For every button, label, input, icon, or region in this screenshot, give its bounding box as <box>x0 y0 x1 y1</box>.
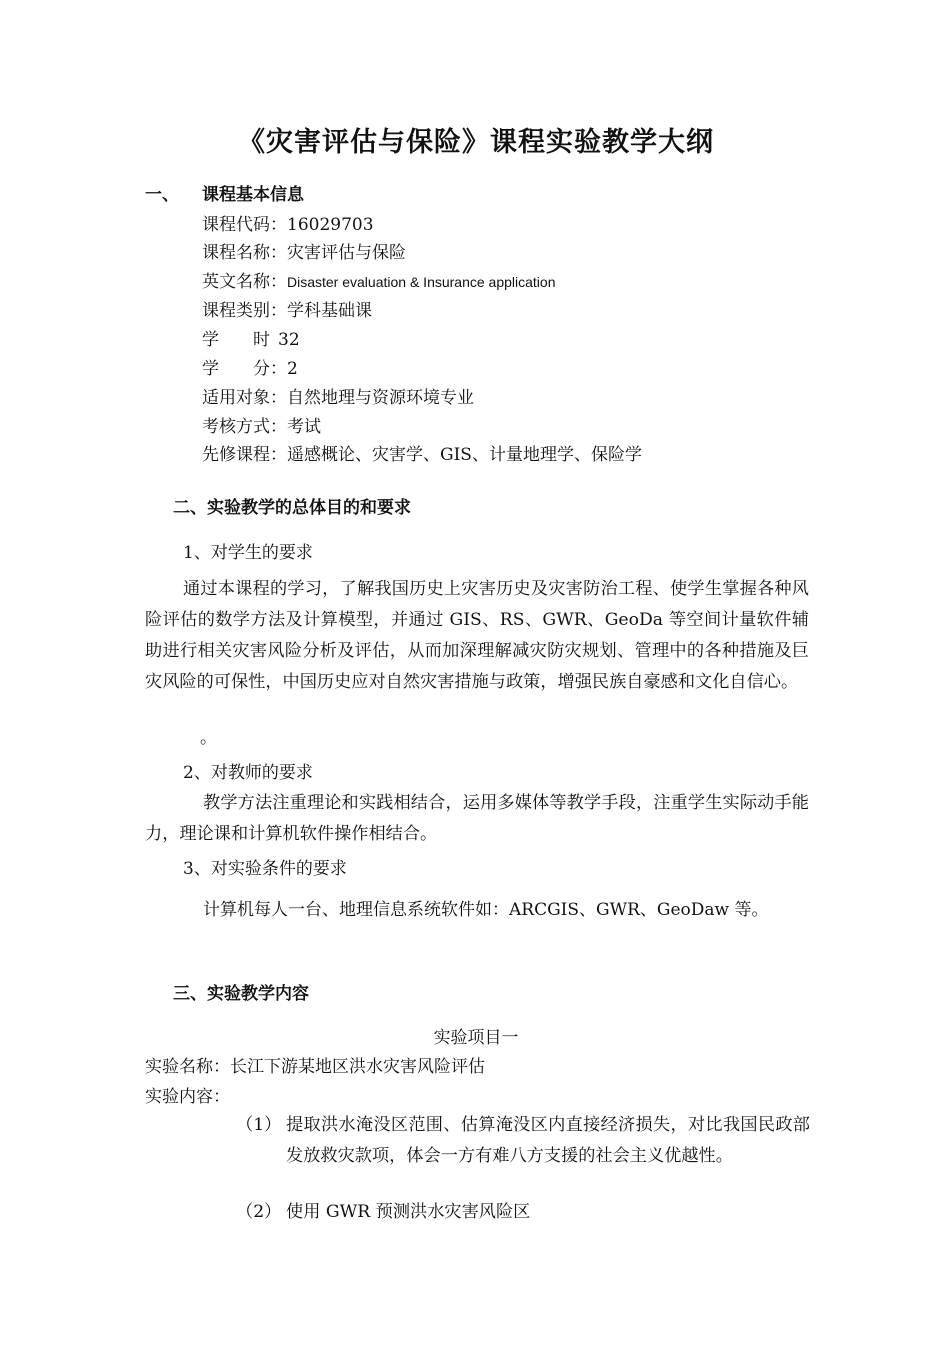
info-value: 32 <box>278 330 300 350</box>
info-value: Disaster evaluation & Insurance application <box>287 274 556 290</box>
info-label: 考核方式： <box>202 417 287 437</box>
paragraph-teacher-requirements: 教学方法注重理论和实践相结合，运用多媒体等教学手段，注重学生实际动手能力，理论课和计算机软件操作相结合。 <box>145 793 809 844</box>
info-row-english-name <box>202 267 556 292</box>
info-value: 灾害评估与保险 <box>287 243 406 263</box>
paragraph-student-requirements: 通过本课程的学习，了解我国历史上灾害历史及灾害防治工程、使学生掌握各种风险评估的数学方法及计算模型，并通过 GIS、RS、GWR、GeoDa 等空间计量软件辅助进行相关灾害风险分析及评估，从而加深理解减灾防灾规划、管理中的各种措施及巨灾风险的可保性，中国历史应对自然灾害措施与政策，增强民族自豪感和文化自信心。 <box>145 579 809 692</box>
info-row-course-name <box>202 238 406 263</box>
info-row-assessment <box>202 412 321 437</box>
project-title: 实验项目一 <box>433 1028 519 1048</box>
info-value: 2 <box>287 359 298 379</box>
subsection-student-requirements: 1、对学生的要求 <box>183 543 313 563</box>
info-value: 学科基础课 <box>287 301 372 321</box>
item-text: 使用 GWR 预测洪水灾害风险区 <box>286 1202 531 1222</box>
info-label: 学 时 <box>202 330 270 350</box>
section2-heading: 二、实验教学的总体目的和要求 <box>173 498 411 518</box>
item-number: （2） <box>236 1202 282 1222</box>
experiment-name: 实验名称：长江下游某地区洪水灾害风险评估 <box>145 1057 485 1077</box>
experiment-item <box>236 1110 810 1172</box>
section1-number: 一、 <box>145 185 179 205</box>
subsection-teacher-requirements: 2、对教师的要求 <box>183 763 313 783</box>
info-label: 适用对象： <box>202 388 287 408</box>
item-text: 提取洪水淹没区范围、估算淹没区内直接经济损失，对比我国民政部发放救灾款项，体会一方有难八方支援的社会主义优越性。 <box>286 1115 810 1166</box>
info-value: 16029703 <box>287 215 374 235</box>
section3-heading: 三、实验教学内容 <box>173 984 309 1004</box>
stray-period: 。 <box>200 728 217 748</box>
info-value: 遥感概论、灾害学、GIS、计量地理学、保险学 <box>287 445 642 465</box>
paragraph-lab-conditions: 计算机每人一台、地理信息系统软件如：ARCGIS、GWR、GeoDaw 等。 <box>203 900 769 920</box>
section1-heading: 课程基本信息 <box>202 185 304 205</box>
info-row-course-code <box>202 210 374 235</box>
page-title: 《灾害评估与保险》课程实验教学大纲 <box>238 127 714 158</box>
info-value: 自然地理与资源环境专业 <box>287 388 474 408</box>
info-label: 课程名称： <box>202 243 287 263</box>
info-row-course-category <box>202 296 372 321</box>
info-value: 考试 <box>287 417 321 437</box>
info-row-credits <box>202 354 298 379</box>
experiment-item <box>236 1197 810 1228</box>
subsection-lab-conditions: 3、对实验条件的要求 <box>183 859 347 879</box>
info-label: 课程类别： <box>202 301 287 321</box>
info-label: 学 分： <box>202 359 287 379</box>
info-label: 先修课程： <box>202 445 287 465</box>
experiment-content-label: 实验内容： <box>145 1087 230 1107</box>
info-label: 英文名称： <box>202 272 287 292</box>
info-row-target <box>202 383 474 408</box>
info-row-prerequisites <box>202 440 642 465</box>
info-row-hours <box>202 325 300 350</box>
item-number: （1） <box>236 1115 282 1135</box>
info-label: 课程代码： <box>202 215 287 235</box>
